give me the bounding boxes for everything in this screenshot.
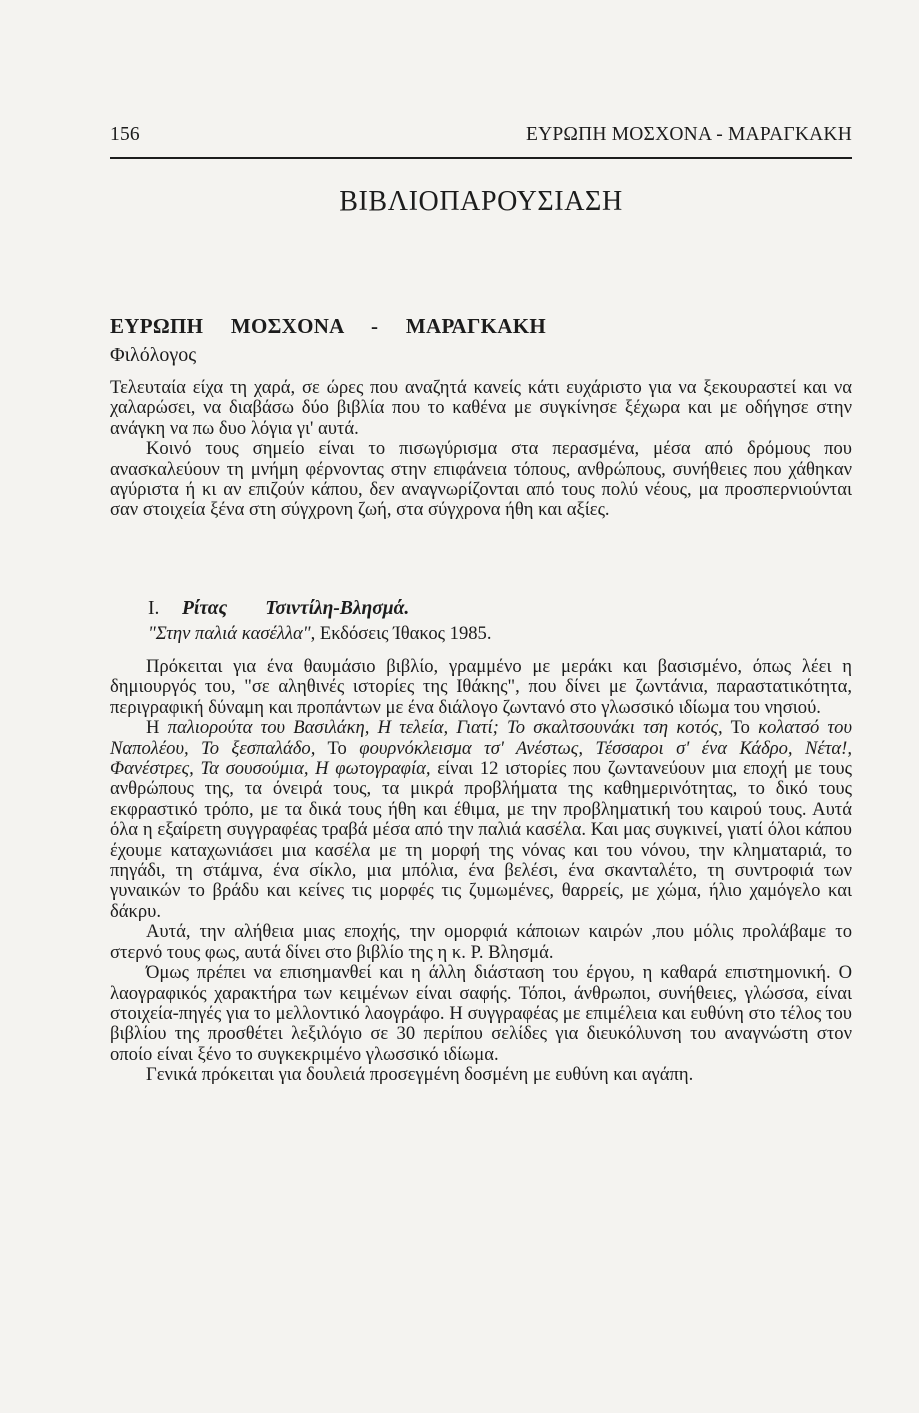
- review-paragraph-1: Πρόκειται για ένα θαυμάσιο βιβλίο, γραμμένο με μεράκι και βασισμένο, όπως λέει η δημιουργός του, "σε αληθινές ιστορίες της Ιθάκης", που δίνει με ζωντάνια, παραστατικότητα, περιγραφική δύναμη και προπάντων με ένα διάλογο ζωντανό στο γλωσσικό ιδίωμα του νησιού.: [110, 656, 852, 718]
- book-number: Ι.: [148, 598, 160, 619]
- book-publisher: , Εκδόσεις Ίθακος 1985.: [310, 623, 492, 644]
- intro-text: [110, 378, 852, 521]
- header-rule: [110, 157, 852, 159]
- review-paragraph-4: Όμως πρέπει να επισημανθεί και η άλλη διάσταση του έργου, η καθαρά επιστημονική. Ο λαογραφικός χαρακτήρα των κειμένων είναι σαφής. Τόποι, άνθρωποι, συνήθειες, γλώσσα, είναι στοιχεία-πηγές για το μελλοντικό λαογράφο. Η συγγραφέας με επιμέλεια και ευθύνη στο τέλος του βιβλίου της προσθέτει λεξιλόγιο σε 30 περίπου σελίδες για διευκόλυνση του αναγνώστη στον οποίο είναι ξένο το συγκεκριμένο γλωσσικό ιδίωμα.: [110, 962, 852, 1065]
- book-author-first: Ρίτας: [182, 598, 228, 619]
- book-publication: [110, 621, 852, 647]
- running-header: [110, 124, 852, 146]
- review-paragraph-5: Γενικά πρόκειται για δουλειά προσεγμένη δοσμένη με ευθύνη και αγάπη.: [146, 1064, 694, 1086]
- running-title: ΕΥΡΩΠΗ ΜΟΣΧΟΝΑ - ΜΑΡΑΓΚΑΚΗ: [525, 124, 852, 145]
- review-paragraph-3: Αυτά, την αλήθεια μιας εποχής, την ομορφιά κάποιων καιρών ,που μόλις προλάβαμε το στερνό τους φως, αυτά δίνει στο βιβλίο της η κ. Ρ. Βλησμά.: [110, 921, 852, 963]
- intro-paragraph-1: Τελευταία είχα τη χαρά, σε ώρες που αναζητά κανείς κάτι ευχάριστο για να ξεκουραστεί και να χαλαρώσει, να διαβάσω δύο βιβλία που το καθένα με συγκίνησε ξέχωρα και με οδήγησε στην ανάγκη να πω δυο λόγια γι' αυτά.: [110, 377, 852, 439]
- page-number: 156: [110, 124, 140, 145]
- story-titles: παλιορούτα του Βασιλάκη, Η τελεία, Γιατί; Το σκαλτσουνάκι τση κοτός,: [167, 717, 723, 739]
- story-titles: κολατσό του Ναπολέου, Το ξεσπαλάδο,: [110, 717, 853, 759]
- author-role: Φιλόλογος: [110, 344, 197, 366]
- book-title: "Στην παλιά κασέλλα": [148, 623, 311, 644]
- section-title: ΒΙΒΛΙΟΠΑΡΟΥΣΙΑΣΗ: [339, 186, 623, 217]
- author-block: [110, 311, 852, 369]
- book-heading: [110, 597, 852, 621]
- book-author-last: Τσιντίλη-Βλησμά.: [265, 598, 410, 619]
- story-titles: φουρνόκλεισμα τσ' Ανέστως, Τέσσαροι σ' ένα Κάδρο, Νέτα!, Φανέστρες, Τα σουσούμια, Η φωτογραφία,: [110, 737, 852, 780]
- intro-paragraph-2: Κοινό τους σημείο είναι το πισωγύρισμα στα περασμένα, μέσα από δρόμους που ανασκαλεύουν τη μνήμη φέρνοντας στην επιφάνεια τόπους, ανθρώπους, συνήθειες που χάθηκαν αγύριστα ή κι αν επιζούν κάπου, δεν αναγνωρίζονται από τους πολύ νέους, μα προσπερνιούνται σαν στοιχεία ξένα στη σύγχρονη ζωή, στα σύγχρονα ήθη και αξίες.: [110, 438, 852, 521]
- author-name: ΕΥΡΩΠΗ ΜΟΣΧΟΝΑ - ΜΑΡΑΓΚΑΚΗ: [110, 314, 547, 338]
- book-review: [110, 597, 852, 1086]
- review-paragraph-2: Η παλιορούτα του Βασιλάκη, Η τελεία, Γιατί; Το σκαλτσουνάκι τση κοτός, Το κολατσό του Ναπολέου, Το ξεσπαλάδο, Το φουρνόκλεισμα τσ' Ανέστως, Τέσσαροι σ' ένα Κάδρο, Νέτα!, Φανέστρες, Τα σουσούμια, Η φωτογραφία, είναι 12 ιστορίες που ζωντανεύουν μια εποχή με τους ανθρώπους της, τα όνειρά τους, τα μικρά προβλήματα της καθημερινότητας, το δικό τους εκφραστικό τρόπο, με τα δικά τους ήθη και έθιμα, με την προβληματική του καιρού τους. Αυτά όλα η εξαίρετη συγγραφέας τραβά μέσα από την παλιά κασέλα. Και μας συγκινεί, γιατί όλοι κάπου έχουμε καταχωνιάσει μια κασέλα με τη μορφή της νόνας και του νόνου, την κληματαριά, το πηγάδι, τη στάμνα, ένα σίκλο, μια μπόλια, ένα βελέσι, ένα σκανταλέτο, τη συντροφιά των γυναικών το βράδυ και κείνες τις μορφές τις ζυμωμένες, θαρρείς, με χώμα, ήλιο χαμόγελο και δάκρυ.: [110, 717, 853, 922]
